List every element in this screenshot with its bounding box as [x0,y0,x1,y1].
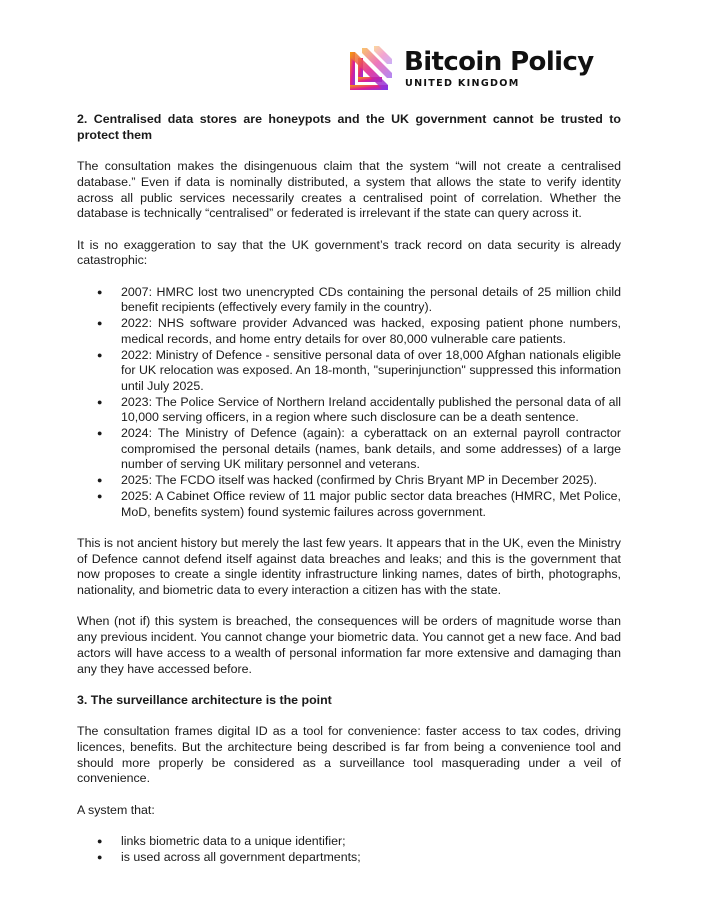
document-body [77,112,621,866]
list-item: ● 2022: NHS software provider Advanced was hacked, exposing patient phone numbers, medical records, and home entry details for over 80,000 vulnerable care patients. [77,316,621,347]
list-item: ● 2023: The Police Service of Northern Ireland accidentally published the personal data of all 10,000 serving officers, in a region where such disclosure can be a death sentence. [77,395,621,426]
section-2-heading: 2. Centralised data stores are honeypots and the UK government cannot be trusted to protect them [77,112,621,142]
system-list [77,834,621,865]
list-item: ● 2022: Ministry of Defence - sensitive personal data of over 18,000 Afghan nationals eligible for UK relocation was exposed. An 18-month, "superinjunction" suppressed this information until July 2025. [77,348,621,395]
section-2-paragraph-3: This is not ancient history but merely the last few years. It appears that in the UK, even the Ministry of Defence cannot defend itself against data breaches and leaks; and this is the government that now proposes to create a single identity infrastructure linking names, dates of birth, photographs, nationality, and biometric data to every interaction a citizen has with the state. [77,535,621,598]
list-item: ● 2024: The Ministry of Defence (again): a cyberattack on an external payroll contractor compromised the personal details (names, bank details, and some addresses) of a large number of serving UK military personnel and veterans. [77,426,621,473]
section-2-paragraph-1: The consultation makes the disingenuous claim that the system “will not create a centralised database.” Even if data is nominally distributed, a system that allows the state to verify identity across all public services necessarily creates a centralised point of correlation. Whether the database is technically “centralised” or federated is irrelevant if the state can query across it. [77,159,621,221]
list-item: ● links biometric data to a unique identifier; [77,834,621,850]
list-item: ● 2025: The FCDO itself was hacked (confirmed by Chris Bryant MP in December 2025). [77,473,621,489]
section-2-paragraph-4: When (not if) this system is breached, the consequences will be orders of magnitude worse than any previous incident. You cannot change your biometric data. You cannot get a new face. And bad actors will have access to a wealth of personal information far more extensive and damaging than any they have accessed before. [77,614,621,676]
logo-chevron-icon [348,46,392,92]
list-item: ● is used across all government departments; [77,850,621,866]
list-item: ● 2025: A Cabinet Office review of 11 major public sector data breaches (HMRC, Met Police, MoD, benefits system) found systemic failures across government. [77,489,621,520]
bitcoin-policy-logo [348,44,628,94]
section-2-paragraph-2: It is no exaggeration to say that the UK government’s track record on data security is already catastrophic: [77,237,621,268]
section-3-paragraph-2: A system that: [77,802,155,817]
list-item: ● 2007: HMRC lost two unencrypted CDs containing the personal details of 25 million child benefit recipients (effectively every family in the country). [77,285,621,316]
logo-brand-text: Bitcoin Policy [404,47,594,77]
section-3-paragraph-1: The consultation frames digital ID as a tool for convenience: faster access to tax codes, driving licences, benefits. But the architecture being described is far from being a convenience tool and should more properly be considered as a surveillance tool masquerading under a veil of convenience. [77,724,621,786]
logo-subtitle: UNITED KINGDOM [405,78,520,89]
section-3-heading: 3. The surveillance architecture is the point [77,692,332,707]
breach-list [77,285,621,521]
